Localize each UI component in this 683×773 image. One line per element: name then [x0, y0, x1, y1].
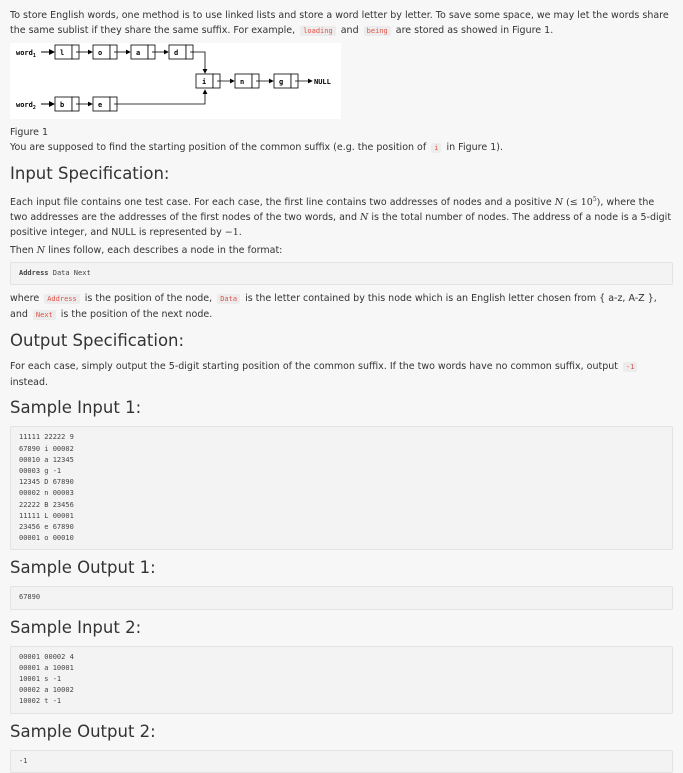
code-line: 00010 a 12345: [19, 455, 74, 464]
input-spec-paragraph: [10, 192, 673, 240]
spec-text: is the total number of nodes. The address of a node is a 5-digit positive integer, and NULL is represented by: [10, 212, 672, 239]
word2-node: [55, 97, 79, 111]
spec-text: Each input file contains one test case. For each case, the first line contains two addresses of nodes and a positive: [10, 197, 552, 209]
word1-node: [169, 45, 193, 59]
inline-code-being: being: [364, 26, 391, 36]
spec-text: Then: [10, 245, 34, 257]
spec-text: lines follow, each describes a node in the format:: [48, 245, 283, 257]
spec-text: is the position of the node,: [84, 293, 213, 305]
math-close: ): [596, 197, 601, 209]
code-line: 00002 n 00003: [19, 489, 74, 498]
math-exponent: 5: [592, 196, 597, 203]
node-format-code-block: [10, 262, 673, 285]
figure-1-diagram: [10, 43, 341, 119]
input-spec-paragraph: [10, 243, 673, 258]
node-letter: o: [98, 49, 103, 57]
sample-output-2-heading: Sample Output 2:: [10, 721, 156, 741]
word2-label: word$_2$: [16, 101, 36, 111]
word2-node: [93, 97, 117, 111]
node-letter: l: [60, 49, 65, 57]
sample-output-2-block[interactable]: [10, 750, 673, 773]
intro-text: are stored as showed in Figure 1.: [395, 25, 554, 36]
node-letter: n: [240, 78, 245, 86]
output-spec-heading: Output Specification:: [10, 331, 185, 351]
inline-code-neg-one: -1: [623, 362, 637, 372]
task-paragraph: [10, 140, 673, 156]
task-text: You are supposed to find the starting position of the common suffix (e.g. the position of: [10, 142, 427, 153]
node-letter: b: [60, 101, 65, 109]
output-spec-paragraph: [10, 359, 673, 390]
input-spec-heading: Input Specification:: [10, 164, 170, 183]
math-N: N: [554, 197, 564, 209]
sample-output-1-block[interactable]: [10, 586, 673, 609]
sample-input-2-heading: Sample Input 2:: [10, 617, 142, 637]
intro-text: and: [340, 25, 359, 36]
code-line: 12345 D 67890: [19, 478, 74, 487]
inline-code-i: i: [431, 143, 441, 153]
shared-node: [235, 74, 259, 88]
spec-text: instead.: [10, 377, 49, 389]
spec-text: is the letter contained by this node which is an English letter chosen from { a-z, A-Z }, and: [10, 293, 657, 321]
format-keyword: Address: [19, 269, 49, 278]
word1-node: [55, 45, 79, 59]
spec-text: For each case, simply output the 5-digit starting position of the common suffix. If the two words have no common suffix, output: [10, 361, 618, 373]
code-line: 11111 22222 9: [19, 433, 74, 442]
math-neg-one: −1: [224, 227, 239, 239]
spec-text: , where the two addresses are the addresses of the first nodes of the two words, and: [10, 197, 655, 224]
node-letter: i: [202, 78, 207, 86]
word1-node: [131, 45, 155, 59]
code-line: 67890 i 00002: [19, 444, 74, 453]
word1-node: [93, 45, 117, 59]
math-N: N: [360, 212, 369, 224]
math-N: N: [36, 245, 46, 257]
node-letter: e: [98, 101, 103, 109]
sample-output-1-heading: Sample Output 1:: [10, 558, 156, 578]
code-line: 00002 a 10002: [19, 686, 74, 695]
code-line: 67890: [19, 593, 41, 602]
spec-text: .: [238, 227, 242, 239]
figure-caption: Figure 1: [10, 127, 49, 138]
code-line: 00001 a 10001: [19, 663, 74, 672]
code-line: 22222 B 23456: [19, 500, 74, 509]
word1-label: word$_1$: [16, 49, 36, 59]
spec-text: is the position of the next node.: [60, 309, 213, 321]
math-bound: (≤ 10: [566, 197, 593, 209]
inline-code-address: Address: [44, 294, 80, 304]
node-letter: d: [174, 49, 179, 57]
code-line: 00003 g -1: [19, 466, 62, 475]
code-line: 10002 t -1: [19, 697, 62, 706]
task-text: in Figure 1).: [446, 142, 503, 153]
sample-input-1-heading: Sample Input 1:: [10, 398, 142, 418]
inline-code-data: Data: [217, 294, 240, 304]
code-line: -1: [19, 756, 28, 765]
code-line: 00001 00002 4: [19, 652, 74, 661]
shared-node: [196, 74, 220, 88]
node-letter: g: [279, 78, 284, 86]
code-line: 23456 e 67890: [19, 522, 74, 531]
inline-code-next: Next: [33, 310, 56, 320]
code-line: 00001 o 00010: [19, 534, 74, 543]
node-letter: a: [136, 49, 141, 57]
intro-text: To store English words, one method is to use linked lists and store a word letter by letter. To save some space, we may let the words share the same sublist if they share the same suffix. For example,: [10, 10, 669, 36]
spec-text: where: [10, 293, 40, 305]
intro-paragraph: [10, 8, 673, 39]
inline-code-loading: loading: [300, 26, 336, 36]
code-line: 10001 s -1: [19, 675, 62, 683]
format-text: Data Next: [48, 269, 91, 278]
code-line: 11111 L 00001: [19, 511, 74, 520]
null-label: NULL: [314, 78, 331, 86]
input-spec-paragraph: [10, 291, 673, 323]
sample-input-1-block[interactable]: [10, 426, 673, 550]
sample-input-2-block[interactable]: [10, 646, 673, 714]
shared-node: [274, 74, 298, 88]
